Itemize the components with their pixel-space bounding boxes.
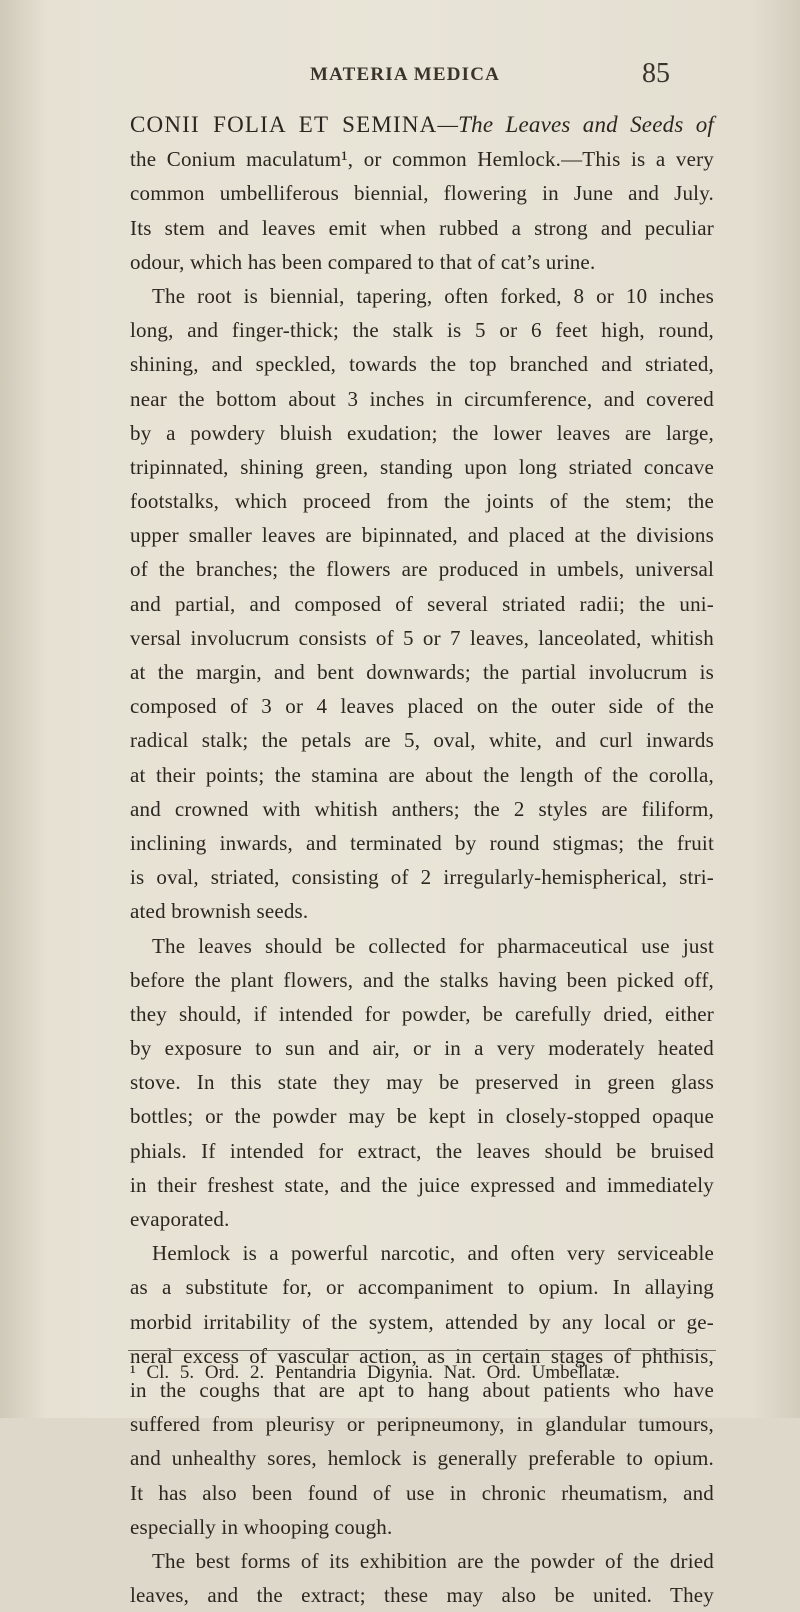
text-line: Hemlock is a powerful narcotic, and often very serviceable [152, 1241, 714, 1266]
text-line: at their points; the stamina are about the length of the corolla, [130, 762, 714, 787]
text-line: long, and finger-thick; the stalk is 5 or 6 feet high, round, [130, 318, 714, 343]
text-line: especially in whooping cough. [130, 1514, 393, 1539]
text-line: It has also been found of use in chronic rheumatism, and [130, 1480, 714, 1505]
text-line: The root is biennial, tapering, often forked, 8 or 10 inches [152, 283, 714, 308]
text-line: near the bottom about 3 inches in circumference, and covered [130, 386, 714, 411]
text-line: in the coughs that are apt to hang about patients who have [130, 1377, 714, 1402]
text-line: phials. If intended for extract, the leaves should be bruised [130, 1138, 714, 1163]
text-line: the Conium maculatum¹, or common Hemlock.—This is a very [130, 147, 714, 172]
entry-heading [130, 108, 714, 142]
text-line: and crowned with whitish anthers; the 2 styles are filiform, [130, 796, 714, 821]
running-title: MATERIA MEDICA [310, 64, 501, 85]
text-line: odour, which has been compared to that of cat’s urine. [130, 249, 596, 274]
text-line: Its stem and leaves emit when rubbed a strong and peculiar [130, 215, 714, 240]
text-line: and unhealthy sores, hemlock is generally preferable to opium. [130, 1446, 714, 1471]
text-line: footstalks, which proceed from the joints of the stem; the [130, 489, 714, 514]
text-line: common umbelliferous biennial, flowering in June and July. [130, 181, 714, 206]
text-line: composed of 3 or 4 leaves placed on the outer side of the [130, 694, 714, 719]
text-line: of the branches; the flowers are produced in umbels, universal [130, 557, 714, 582]
text-line: upper smaller leaves are bipinnated, and placed at the divisions [130, 523, 714, 548]
text-line: as a substitute for, or accompaniment to opium. In allaying [130, 1275, 714, 1300]
text-line: evaporated. [130, 1207, 230, 1231]
text-line: tripinnated, shining green, standing upon long striated concave [130, 454, 714, 479]
text-line: inclining inwards, and terminated by round stigmas; the fruit [130, 830, 714, 855]
text-line: by exposure to sun and air, or in a very moderately heated [130, 1036, 714, 1061]
body-text [130, 108, 714, 1612]
text-line: in their freshest state, and the juice expressed and immediately [130, 1172, 714, 1197]
running-head [0, 56, 800, 96]
text-line: they should, if intended for powder, be carefully dried, either [130, 1001, 714, 1026]
text-line: neral excess of vascular action, as in certain stages of phthisis, [130, 1343, 714, 1368]
text-line: The leaves should be collected for pharmaceutical use just [152, 933, 714, 958]
footnote-divider [128, 1350, 716, 1351]
text-line: at the margin, and bent downwards; the partial involucrum is [130, 660, 714, 684]
text-line: stove. In this state they may be preserved in green glass [130, 1070, 714, 1095]
text-line: suffered from pleurisy or peripneumony, in glandular tumours, [130, 1412, 714, 1437]
text-line: The best forms of its exhibition are the powder of the dried [152, 1548, 714, 1573]
text-line: radical stalk; the petals are 5, oval, white, and curl inwards [130, 728, 714, 753]
text-line: by a powdery bluish exudation; the lower leaves are large, [130, 420, 714, 445]
text-line: versal involucrum consists of 5 or 7 leaves, lanceolated, whitish [130, 625, 714, 650]
heading-latin: CONII FOLIA ET SEMINA [130, 112, 438, 137]
text-line: is oval, striated, consisting of 2 irregularly-hemispherical, stri- [130, 865, 714, 890]
footnote: ¹ Cl. 5. Ord. 2. Pentandria Digynia. Nat. Ord. Umbellatæ. [130, 1362, 620, 1383]
text-line: shining, and speckled, towards the top branched and striated, [130, 352, 714, 377]
text-line: leaves, and the extract; these may also be united. They [130, 1583, 714, 1608]
text-line: ated brownish seeds. [130, 899, 309, 924]
text-line: bottles; or the powder may be kept in closely-stopped opaque [130, 1104, 714, 1129]
heading-english: —The Leaves and Seeds of [437, 112, 714, 137]
page-number: 85 [642, 58, 670, 89]
text-line: before the plant flowers, and the stalks having been picked off, [130, 967, 714, 992]
text-line: and partial, and composed of several striated radii; the uni- [130, 591, 714, 616]
text-line: morbid irritability of the system, attended by any local or ge- [130, 1309, 714, 1334]
